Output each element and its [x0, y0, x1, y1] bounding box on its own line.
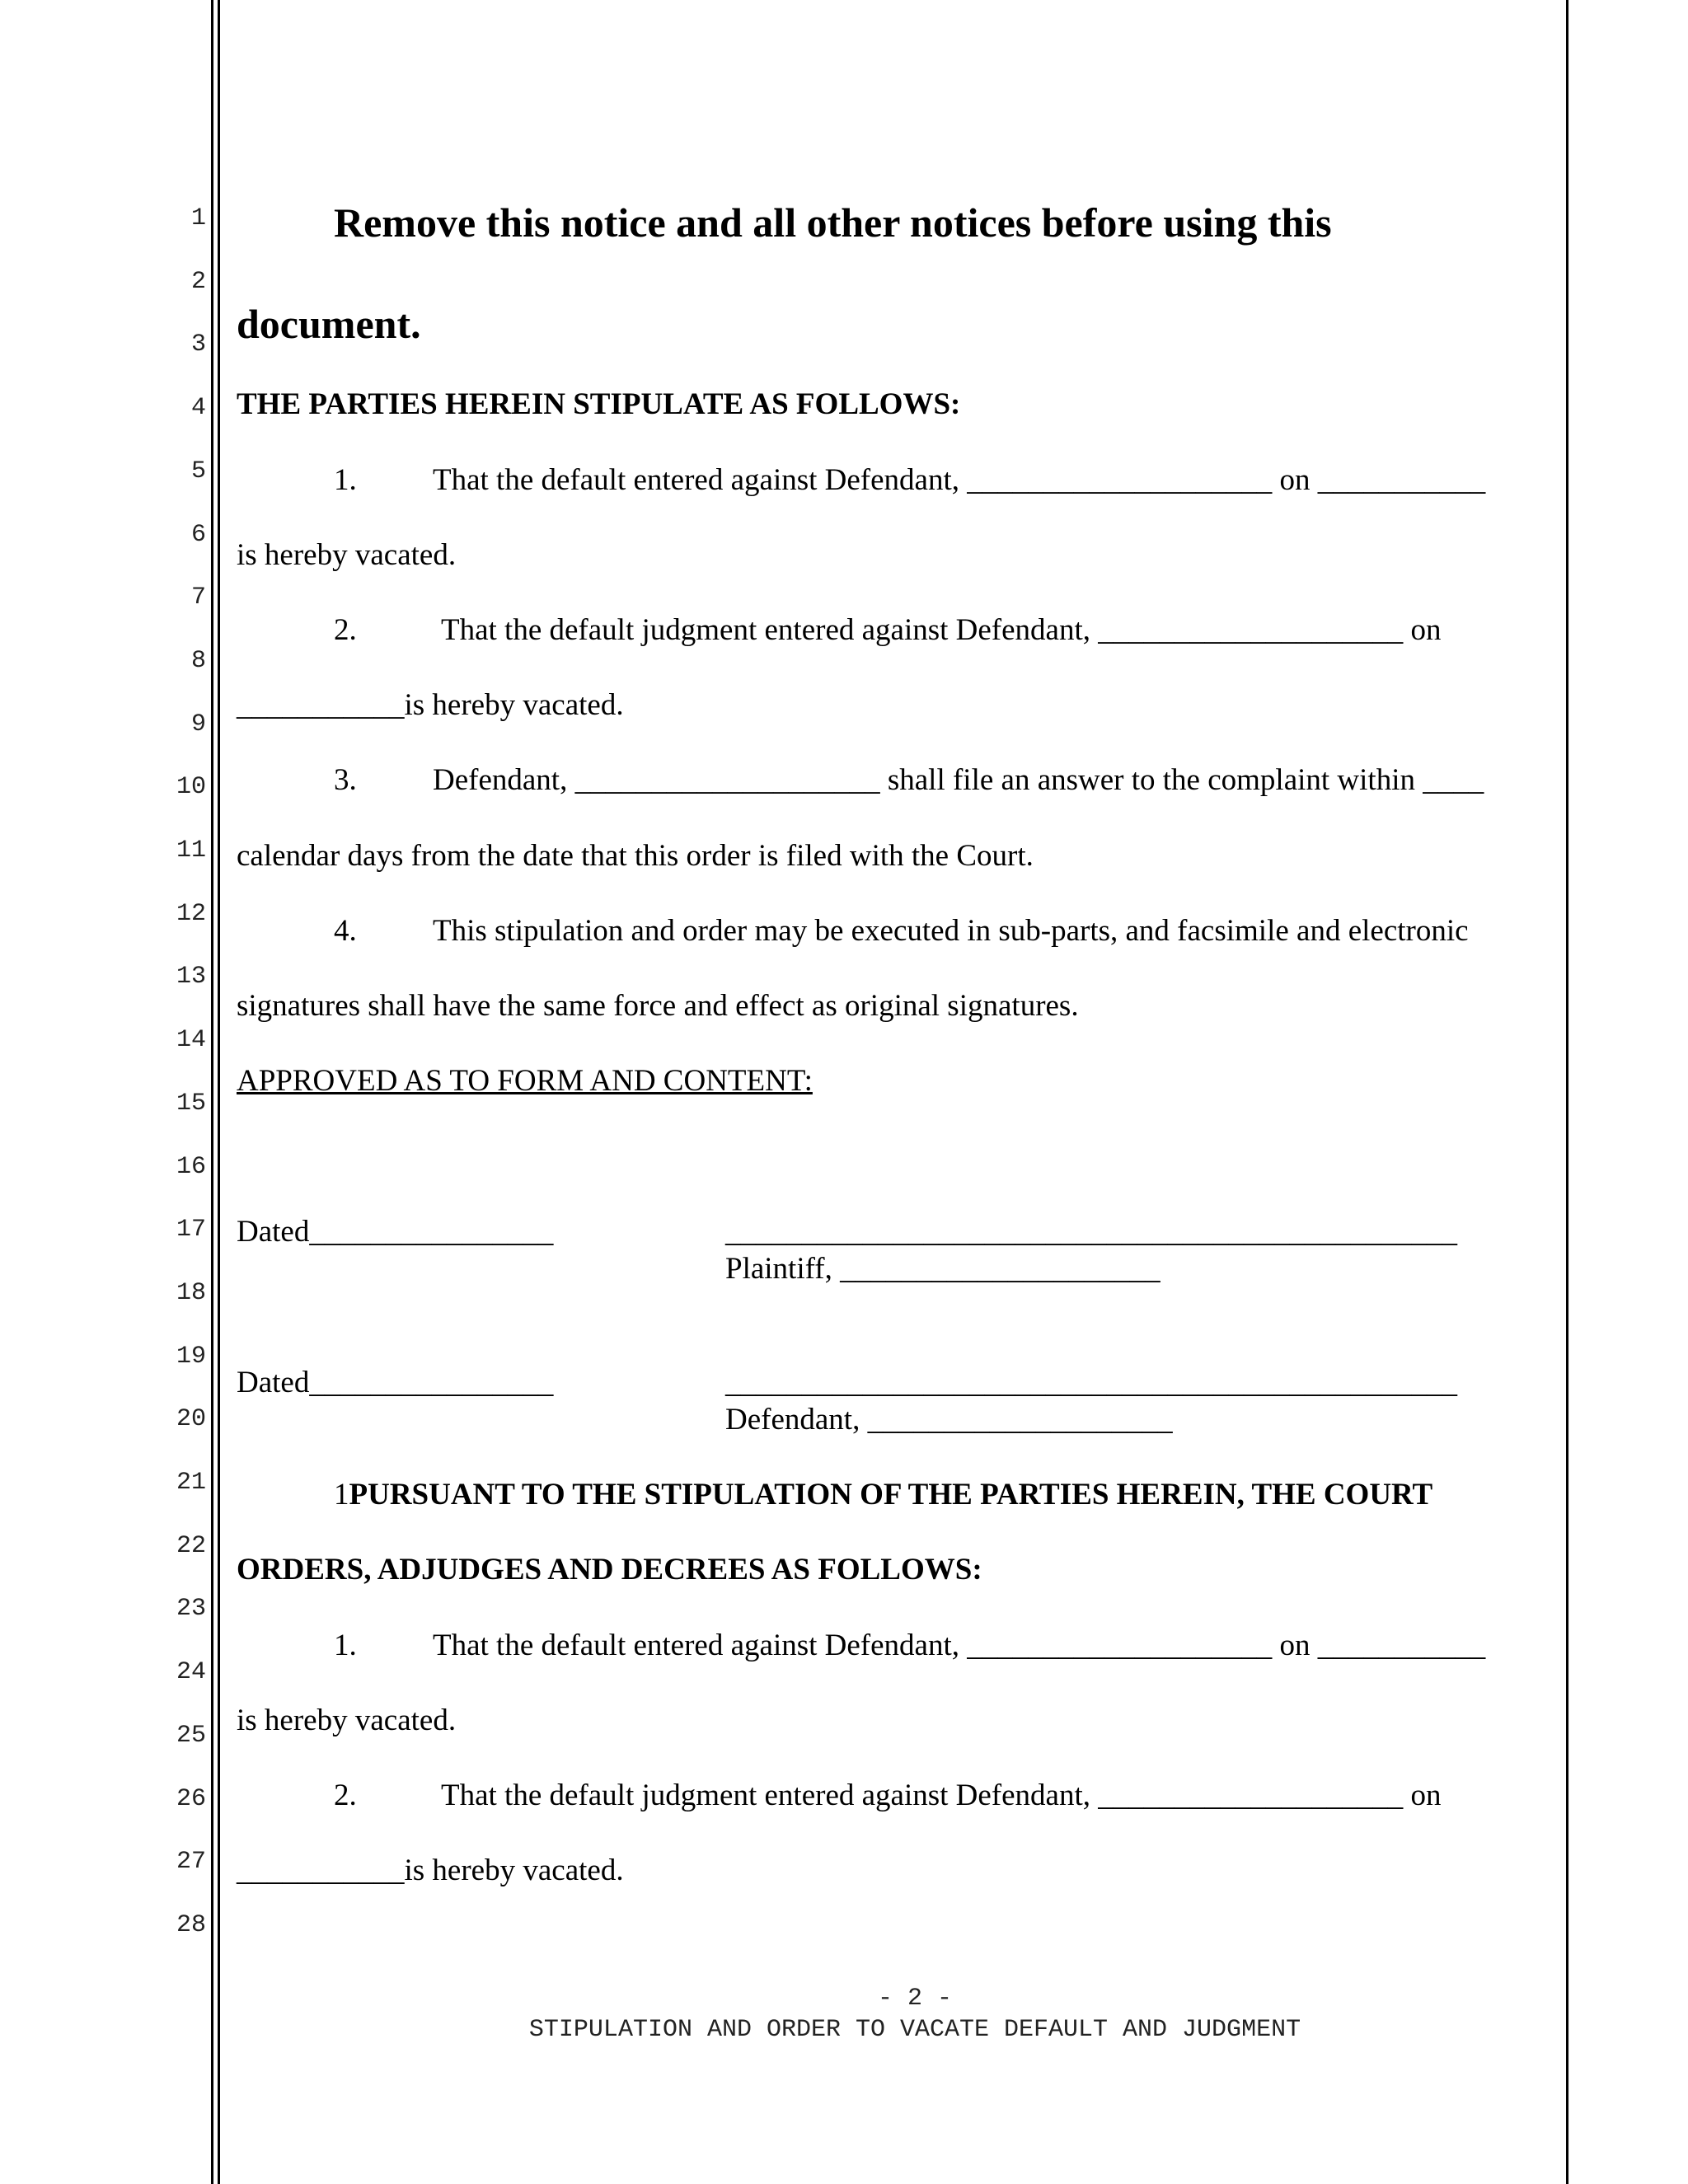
line-number: 3 [190, 330, 206, 359]
line-number: 26 [176, 1785, 206, 1813]
order-item-1-continuation: is hereby vacated. [237, 1704, 457, 1737]
stipulation-item-3-continuation: calendar days from the date that this order is filed with the Court. [237, 839, 1034, 873]
stipulation-item-1-continuation: is hereby vacated. [237, 538, 457, 572]
approved-heading: APPROVED AS TO FORM AND CONTENT: [237, 1064, 813, 1098]
line-number: 4 [190, 394, 206, 422]
line-number: 27 [176, 1848, 206, 1876]
order-item-2-text: That the default judgment entered against Defendant, ____________________ on [441, 1779, 1442, 1812]
stipulation-item-2-number: 2. [334, 613, 357, 647]
line-number: 15 [176, 1090, 206, 1118]
plaintiff-name-field: Plaintiff, _____________________ [725, 1252, 1160, 1286]
line-number: 23 [176, 1595, 206, 1623]
line-number: 18 [176, 1279, 206, 1307]
order-heading-prefix: 1 [334, 1478, 349, 1511]
stipulation-item-1-text: That the default entered against Defendant, ____________________ on ___________ [433, 463, 1486, 497]
left-margin-rule-outer [211, 0, 213, 2184]
line-number: 11 [176, 837, 206, 865]
line-number: 6 [190, 521, 206, 549]
line-number: 20 [176, 1405, 206, 1433]
stipulation-item-3-number: 3. [334, 763, 357, 797]
line-number: 5 [190, 457, 206, 485]
order-heading-text: PURSUANT TO THE STIPULATION OF THE PARTIES HEREIN, THE COURT [349, 1478, 1433, 1511]
line-number: 2 [190, 268, 206, 296]
stipulation-item-4-continuation: signatures shall have the same force and effect as original signatures. [237, 989, 1079, 1023]
notice-line-2: document. [237, 301, 421, 347]
stipulation-item-4-number: 4. [334, 914, 357, 948]
line-number: 1 [190, 204, 206, 232]
stipulation-item-4-text: This stipulation and order may be executed in sub-parts, and facsimile and electronic [433, 914, 1469, 948]
order-item-2-number: 2. [334, 1779, 357, 1812]
plaintiff-dated-field: Dated________________ [237, 1215, 554, 1249]
order-heading-line-2: ORDERS, ADJUDGES AND DECREES AS FOLLOWS: [237, 1553, 982, 1586]
footer-document-title: STIPULATION AND ORDER TO VACATE DEFAULT AND JUDGMENT [528, 2016, 1301, 2044]
order-item-1-number: 1. [334, 1629, 357, 1662]
line-number: 10 [176, 773, 206, 801]
line-number: 17 [176, 1216, 206, 1244]
plaintiff-signature-line: ________________________________________________ [725, 1215, 1457, 1249]
line-number: 19 [176, 1343, 206, 1371]
defendant-name-field: Defendant, ____________________ [725, 1403, 1173, 1436]
line-number: 21 [176, 1469, 206, 1497]
footer-page-number: - 2 - [877, 1985, 952, 2013]
line-number: 12 [176, 900, 206, 928]
order-heading-line-1 [334, 1477, 1432, 1513]
left-margin-rule-inner [218, 0, 220, 2184]
stipulation-item-1-number: 1. [334, 463, 357, 497]
order-item-2-continuation: ___________is hereby vacated. [237, 1854, 624, 1887]
line-number: 22 [176, 1532, 206, 1560]
stipulate-heading: THE PARTIES HEREIN STIPULATE AS FOLLOWS: [237, 387, 961, 421]
line-number: 16 [176, 1153, 206, 1181]
line-number: 8 [190, 647, 206, 675]
notice-line-1: Remove this notice and all other notices before using this [334, 199, 1332, 246]
defendant-dated-field: Dated________________ [237, 1366, 554, 1399]
line-number: 14 [176, 1026, 206, 1054]
line-number: 28 [176, 1911, 206, 1939]
line-number: 24 [176, 1658, 206, 1686]
stipulation-item-2-text: That the default judgment entered against Defendant, ____________________ on [441, 613, 1442, 647]
line-number: 25 [176, 1722, 206, 1750]
order-item-1-text: That the default entered against Defendant, ____________________ on ___________ [433, 1629, 1486, 1662]
stipulation-item-3-text: Defendant, ____________________ shall file an answer to the complaint within ____ [433, 763, 1484, 797]
line-number: 13 [176, 963, 206, 991]
right-margin-rule [1566, 0, 1568, 2184]
defendant-signature-line: ________________________________________________ [725, 1366, 1457, 1399]
stipulation-item-2-continuation: ___________is hereby vacated. [237, 688, 624, 722]
line-number: 7 [190, 583, 206, 612]
line-number: 9 [190, 710, 206, 738]
